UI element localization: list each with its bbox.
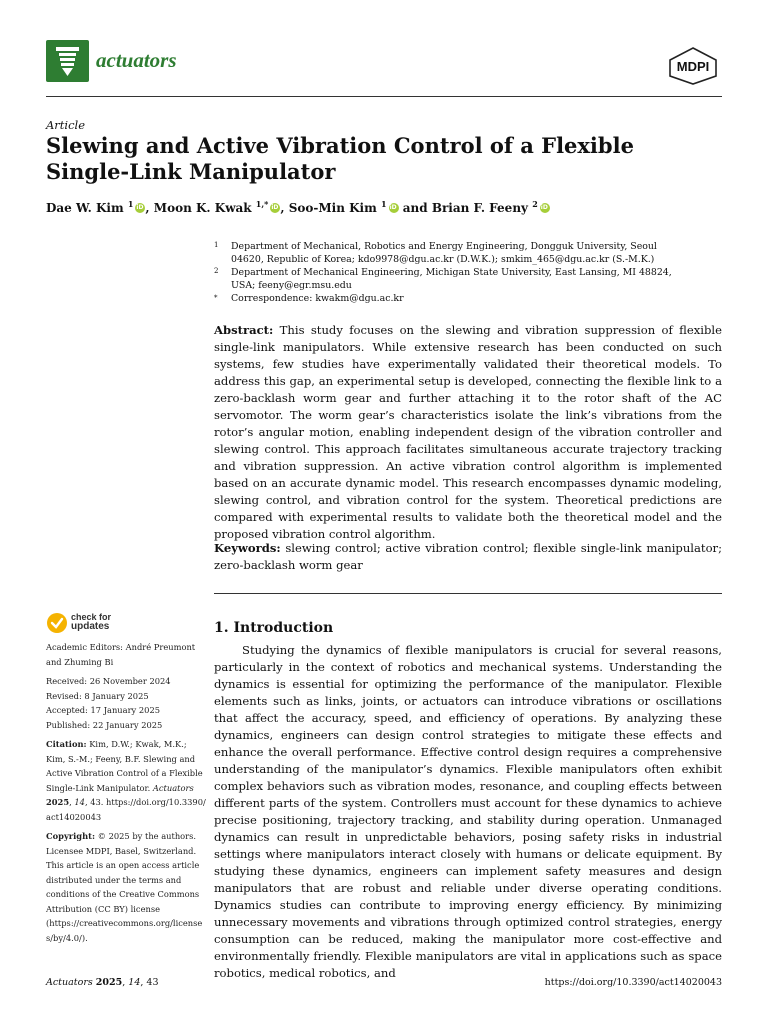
author-list: Dae W. Kim $^1$iD , Moon K. Kwak $^{1,*}$iD , Soo-Min Kim $^1$iD and Brian F. Feeny $^2$iD xyxy=(46,199,550,215)
footer-citation: Actuators 2025, 14, 43 xyxy=(46,977,159,988)
citation: Citation: Kim, D.W.; Kwak, M.K.; Kim, S.-M.; Feeny, B.F. Slewing and Active Vibration Control of a Flexible Single-Link Manipulator. Actuators 2025, 14, 43. https://doi.org/10.3390/act14020043 xyxy=(46,739,206,822)
keywords-text: slewing control; active vibration control; flexible single-link manipulator; zero-backlash worm gear xyxy=(214,541,722,572)
orcid-icon[interactable] xyxy=(389,203,399,213)
article-title: Slewing and Active Vibration Control of a Flexible Single-Link Manipulator xyxy=(46,133,634,184)
journal-name: actuators xyxy=(96,48,177,72)
copyright-label: Copyright: xyxy=(46,831,96,841)
affiliation-mark: 1 xyxy=(214,241,219,249)
affiliation-text: Department of Mechanical, Robotics and Energy Engineering, Dongguk University, Seoul 04620, Republic of Korea; kdo9978@dgu.ac.kr (D.W.K.); smkim_465@dgu.ac.kr (S.-M.K.) xyxy=(231,241,657,265)
copyright-text: © 2025 by the authors. Licensee MDPI, Basel, Switzerland. This article is an open access article distributed under the terms and conditions of the Creative Commons Attribution (CC BY) license (https://creativecommons.org/licenses/by/4.0/). xyxy=(46,831,203,943)
citation-text: Kim, D.W.; Kwak, M.K.; Kim, S.-M.; Feeny, B.F. Slewing and Active Vibration Control of a Flexible Single-Link Manipulator. xyxy=(46,739,203,793)
citation-volume: 14 xyxy=(74,797,85,807)
author-affiliation-mark: 2 xyxy=(532,199,538,209)
footer-journal: Actuators xyxy=(46,977,93,988)
article-type: Article xyxy=(46,118,86,132)
check-updates-line1: check for xyxy=(71,612,112,622)
date-accepted: Accepted: 17 January 2025 xyxy=(46,705,161,715)
copyright xyxy=(46,829,206,945)
header-divider xyxy=(46,96,722,97)
footer-page: , 43 xyxy=(140,977,159,988)
journal-logo-icon xyxy=(46,40,89,82)
orcid-icon[interactable] xyxy=(135,203,145,213)
date-received: Received: 26 November 2024 xyxy=(46,676,171,686)
check-for-updates-link[interactable] xyxy=(71,613,111,631)
citation-journal: Actuators xyxy=(152,782,194,793)
introduction-text xyxy=(214,642,722,982)
author-affiliation-mark: 1,* xyxy=(255,199,269,209)
affiliation-mark: * xyxy=(214,294,218,302)
abstract-label: Abstract: xyxy=(214,323,274,337)
date-revised: Revised: 8 January 2025 xyxy=(46,690,149,701)
affiliation-text: Department of Mechanical Engineering, Michigan State University, East Lansing, MI 48824, USA; feeny@egr.msu.edu xyxy=(231,267,672,291)
section-divider xyxy=(214,593,722,594)
orcid-icon[interactable] xyxy=(270,203,280,213)
author-affiliation-mark: 1 xyxy=(127,199,134,209)
abstract xyxy=(214,322,722,543)
author-affiliation-mark: 1 xyxy=(380,199,387,209)
section-heading: 1. Introduction xyxy=(214,620,334,636)
check-for-updates-icon[interactable] xyxy=(46,612,68,634)
date-published: Published: 22 January 2025 xyxy=(46,719,163,730)
orcid-icon[interactable] xyxy=(540,203,550,213)
introduction-paragraph: Studying the dynamics of flexible manipulators is crucial for several reasons, particularly in the context of robotics and mechanical systems. Understanding the dynamics is essential for optimizing the performance of the manipulator. Flexible elements such as links, joints, or actuators can introduce vibrations or oscillations that affect the accuracy, speed, and efficiency of operations. By analyzing these dynamics, engineers can design control strategies to mitigate these effects and enhance the overall performance. Effective control design requires a comprehensive understanding of the manipulator’s dynamics. Flexible manipulators often exhibit complex behaviors such as vibration modes, resonance, and coupling effects between different parts of the system. Controllers must account for these dynamics to achieve precise positioning, trajectory tracking, and stability during operation. Unmanaged dynamics can result in unpredictable behaviors, posing safety risks in industrial settings where manipulators interact closely with humans or delicate equipment. By studying these dynamics, engineers can implement safety measures and design manipulators that are robust and reliable under diverse operating conditions. Dynamics studies can contribute to improving energy efficiency. By minimizing unnecessary movements and vibrations through optimized control strategies, energy consumption can be reduced, making the manipulator more cost-effective and environmentally friendly. Flexible manipulators are vital in applications such as space robotics, medical robotics, and xyxy=(214,643,722,980)
affiliation-mark: 2 xyxy=(214,267,219,275)
footer-volume: 14 xyxy=(128,977,141,988)
footer-doi-link[interactable]: https://doi.org/10.3390/act14020043 xyxy=(544,977,722,988)
mdpi-logo-text: MDPI xyxy=(676,59,710,74)
abstract-text: This study focuses on the slewing and vibration suppression of flexible single-link manipulators. While extensive research has been conducted on such systems, few studies have experimentally validated their theoretical models. To address this gap, an experimental setup is developed, connecting the flexible link to a zero-backlash worm gear and further attaching it to the rotor shaft of the AC servomotor. The worm gear’s characteristics isolate the link’s vibrations from the rotor’s angular motion, enabling independent design of the vibration controller and slewing control. This approach facilitates simultaneous accurate trajectory tracking and vibration suppression. An active vibration control algorithm is implemented based on an accurate dynamic model. This research encompasses dynamic modeling, slewing control, and vibration control for the system. Theoretical predictions are compared with experimental results to validate both the theoretical model and the proposed vibration control algorithm. xyxy=(214,323,722,541)
citation-doi-link[interactable]: , 43. https://doi.org/10.3390/act14020043 xyxy=(46,797,206,822)
mdpi-logo-icon xyxy=(666,46,720,86)
academic-editors: Academic Editors: André Preumont and Zhuming Bi xyxy=(46,642,196,667)
author-name[interactable]: Soo-Min Kim xyxy=(288,201,377,215)
author-name[interactable]: Brian F. Feeny xyxy=(431,201,529,215)
author-name[interactable]: Moon K. Kwak xyxy=(153,201,252,215)
keywords xyxy=(214,540,722,574)
citation-label: Citation: xyxy=(46,739,87,749)
author-name[interactable]: Dae W. Kim xyxy=(46,201,124,215)
keywords-label: Keywords: xyxy=(214,541,281,555)
check-updates-line2: updates xyxy=(71,621,110,632)
dates xyxy=(46,674,206,732)
footer-year: 2025 xyxy=(95,977,123,988)
citation-year: 2025 xyxy=(46,797,70,807)
affiliation-text: Correspondence: kwakm@dgu.ac.kr xyxy=(231,293,404,304)
